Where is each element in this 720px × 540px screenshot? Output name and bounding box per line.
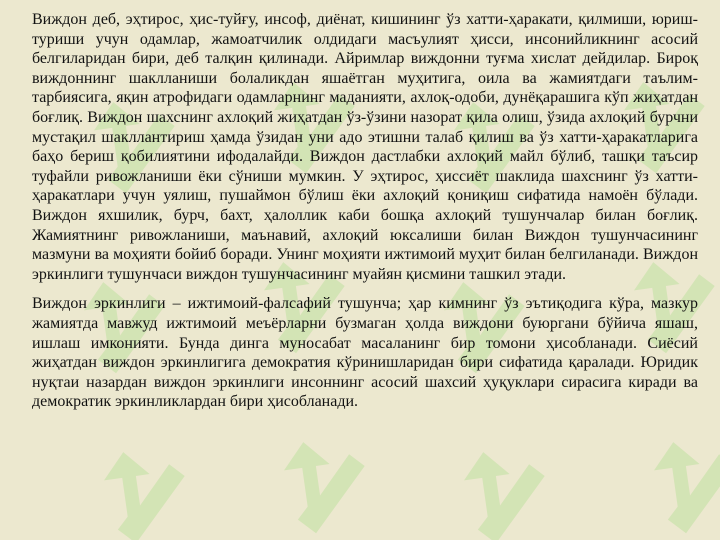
paragraph-2: Виждон эркинлиги – ижтимоий-фалсафий тушунча; ҳар кимнинг ўз эътиқодига кўра, мазкур жамиятда мавжуд ижтимоий меъёрларни бузмаган ҳолда виждони буюргани бўйича яшаш, ишлаш имконияти. Бунда динга муносабат масаланинг бир томони ҳисобланади. Сиёсий жиҳатдан виждон эркинлигига демократия кўринишларидан бири сифатида қаралади. Юридик нуқтаи назардан виждон эркинлиги инсоннинг асосий шахсий ҳуқуклари сирасига киради ва демократик эркинликлардан бири ҳисобланади. xyxy=(32,295,698,411)
watermark-arrow-icon xyxy=(281,434,374,536)
watermark-arrow-icon xyxy=(101,444,194,540)
paragraph-1: Виждон деб, эҳтирос, ҳис-туйғу, инсоф, диёнат, кишининг ўз хатти-ҳаракати, қилмиши, юриш-туриши учун одамлар, жамоатчилик олдидаги масъулият ҳисси, инсонийликнинг асосий белгиларидан бири, деб талқин қилинади. Айримлар виждонни туғма хислат дейдилар. Бироқ виждоннинг шаклланиши болаликдан яшаётган муҳитига, оила ва жамиятдаги таълим-тарбиясига, яқин атрофидаги одамларнинг маданияти, ахлоқ-одоби, дунёқарашига кўп жиҳатдан боғлиқ. Виждон шахснинг ахлоқий жиҳатдан ўз-ўзини назорат қила олиш, ўзида ахлоқий бурчни мустақил шакллантириш ҳамда ўзидан уни адо этишни талаб қилиш ва ўз хатти-ҳаракатларига баҳо бериш қобилиятини ифодалайди. Виждон дастлабки ахлоқий майл бўлиб, ташқи таъсир туфайли ривожланиши ёки сўниши мумкин. У эҳтирос, ҳиссиёт шаклида шахснинг ўз хатти-ҳаракатлари учун уялиш, пушаймон бўлиш ёки ахлоқий қониқиш сифатида намоён бўлади. Виждон яхшилик, бурч, бахт, ҳалоллик каби бошқа ахлоқий тушунчалар билан боғлиқ. Жамиятнинг ривожланиши, маънавий, ахлоқий юксалиши билан Виждон тушунчасининг мазмуни ва моҳияти бойиб боради. Унинг моҳияти ижтимоий муҳит билан белгиланади. Виждон эркинлиги тушунчаси виждон тушунчасининг муайян қисмини ташкил этади. xyxy=(32,11,698,283)
watermark-arrow-icon xyxy=(461,444,554,540)
watermark-arrow-icon xyxy=(651,434,720,536)
document-body xyxy=(32,10,698,422)
